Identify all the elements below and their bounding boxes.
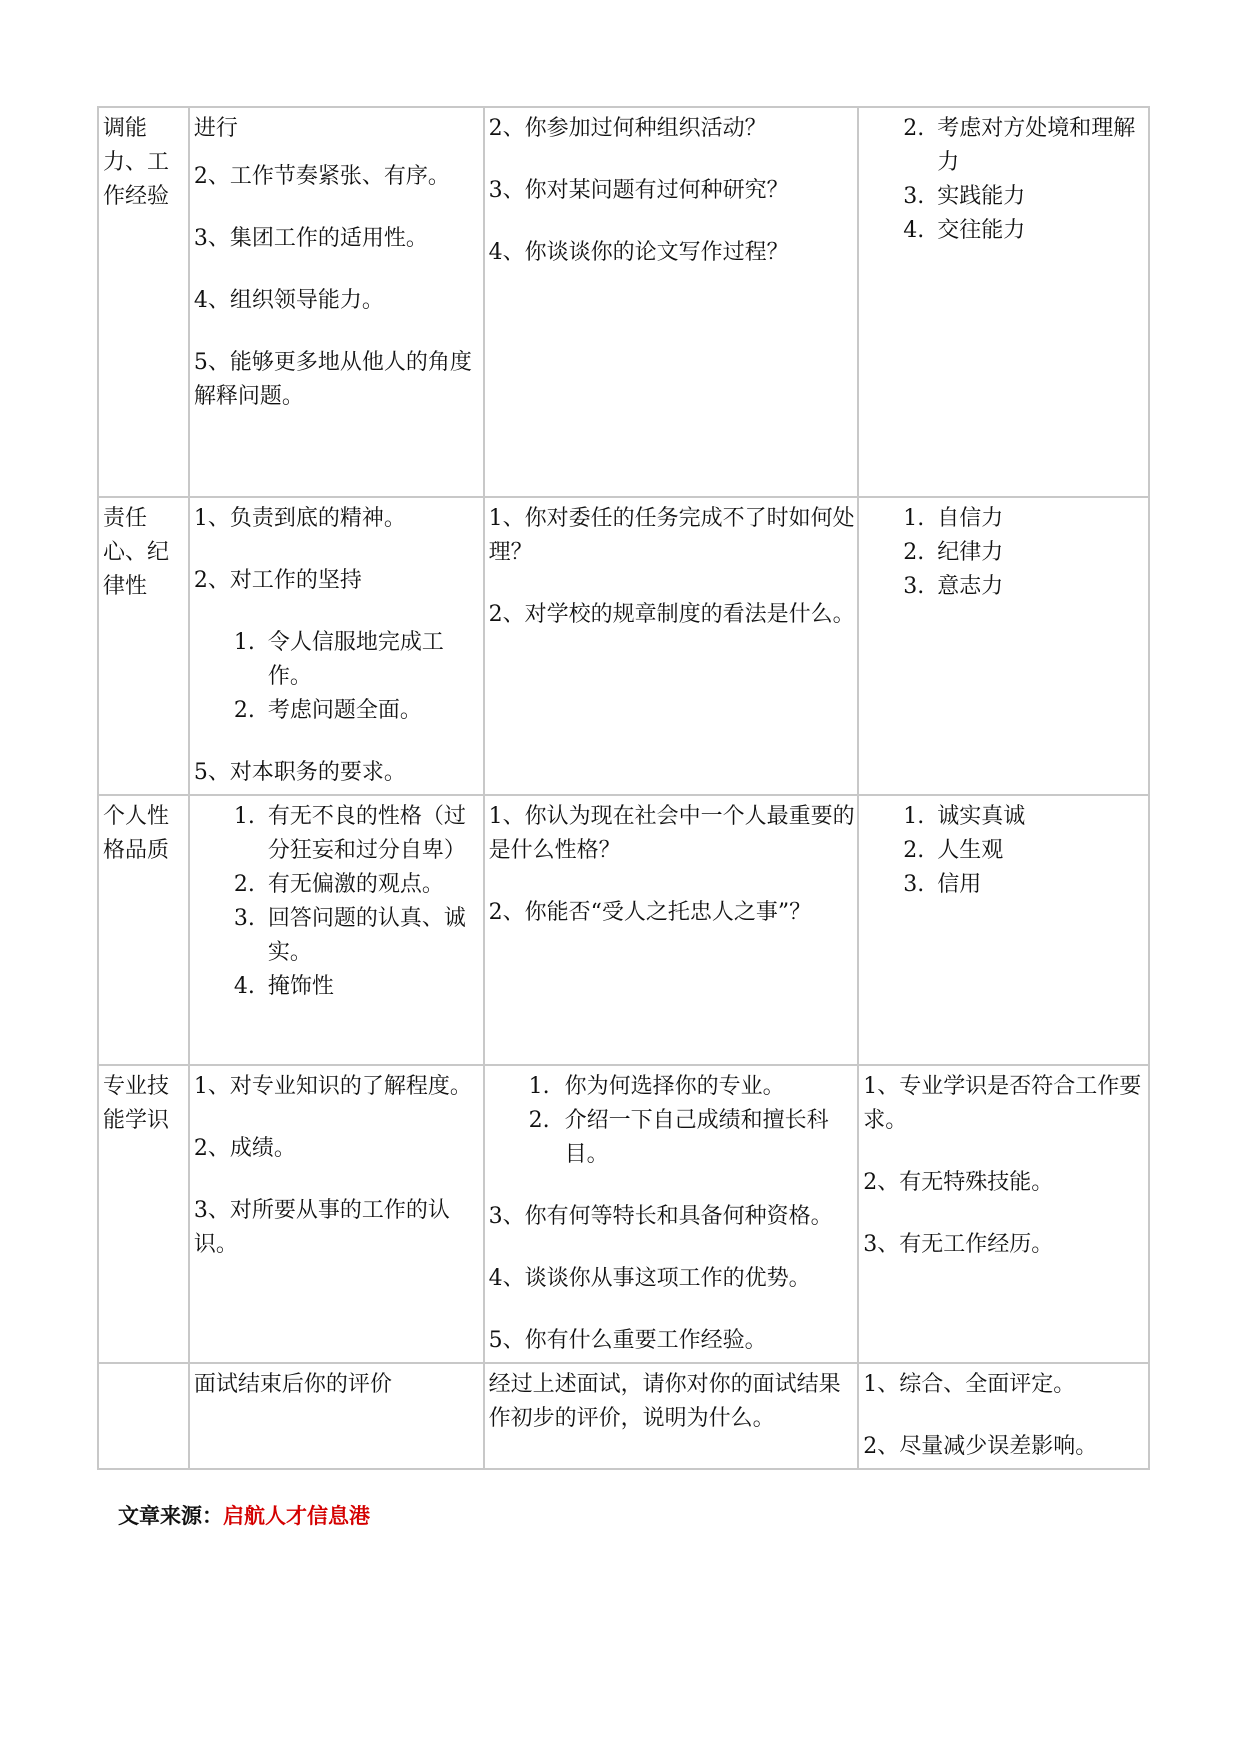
row-header-cell [98,107,189,497]
question-item: 1、你认为现在社会中一个人最重要的是什么性格？ [488,804,855,863]
criteria-item: 4、组织领导能力。 [193,288,384,313]
row-header: 个人性格品质 [103,804,170,863]
criteria-item: 面试结束后你的评价 [193,1372,392,1397]
criteria-list [194,800,481,1004]
criteria-cell [189,497,484,795]
criteria-item: 3、对所要从事的工作的认识。 [193,1198,450,1257]
row-header-cell [98,1065,189,1363]
question-list [489,1070,856,1172]
row-header: 责任心、纪律性 [103,506,170,599]
table-row-final-evaluation [98,1363,1149,1469]
criteria-item: 2、对工作的坚持 [193,568,362,593]
question-item: 2、对学校的规章制度的看法是什么。 [488,602,855,627]
list-item: 2. 有无偏激的观点。 [233,872,444,897]
question-cell [484,107,859,497]
table-row-ability-experience [98,107,1149,497]
question-item: 3、你有何等特长和具备何种资格。 [488,1204,833,1229]
list-item: 1. 诚实真诚 [903,804,1026,829]
question-item: 4、谈谈你从事这项工作的优势。 [488,1266,811,1291]
list-item: 2. 纪律力 [903,540,1004,565]
list-item: 2. 考虑对方处境和理解力 [903,116,1136,175]
question-cell [484,795,859,1065]
interview-table [97,106,1150,1470]
article-source [118,1500,370,1530]
evaluation-item: 2、尽量减少误差影响。 [863,1434,1098,1459]
list-item: 2. 介绍一下自己成绩和擅长科目。 [528,1108,829,1167]
evaluation-cell [858,795,1149,1065]
list-item: 1. 有无不良的性格（过分狂妄和过分自卑） [233,804,466,863]
criteria-sublist [194,626,481,728]
table-row-professional-skill [98,1065,1149,1363]
question-item: 3、你对某问题有过何种研究？ [488,178,789,203]
list-item: 4. 掩饰性 [233,974,334,999]
criteria-cell [189,1363,484,1469]
list-item: 3. 信用 [903,872,982,897]
criteria-item: 2、成绩。 [193,1136,296,1161]
criteria-cell [189,795,484,1065]
evaluation-item: 2、有无特殊技能。 [863,1170,1054,1195]
row-header-cell [98,795,189,1065]
evaluation-item: 1、综合、全面评定。 [863,1372,1076,1397]
question-item: 2、你参加过何种组织活动？ [488,116,767,141]
evaluation-cell [858,1363,1149,1469]
list-item: 3. 回答问题的认真、诚实。 [233,906,466,965]
table-row-responsibility [98,497,1149,795]
question-item: 5、你有什么重要工作经验。 [488,1328,767,1353]
evaluation-list [863,112,1146,248]
list-item: 2. 人生观 [903,838,1004,863]
table-row-personality [98,795,1149,1065]
list-item: 2. 考虑问题全面。 [233,698,422,723]
source-label: 文章来源： [118,1504,223,1528]
question-item: 经过上述面试，请你对你的面试结果作初步的评价，说明为什么。 [488,1372,841,1431]
list-item: 3. 意志力 [903,574,1004,599]
list-item: 4. 交往能力 [903,218,1026,243]
evaluation-list [863,502,1146,604]
question-cell [484,1065,859,1363]
evaluation-list [863,800,1146,902]
criteria-item: 进行 [193,116,238,141]
question-item: 2、你能否“受人之托忠人之事”？ [488,900,812,925]
criteria-item: 1、负责到底的精神。 [193,506,406,531]
question-item: 1、你对委任的任务完成不了时如何处理？ [488,506,855,565]
list-item: 1. 令人信服地完成工作。 [233,630,444,689]
criteria-item: 5、对本职务的要求。 [193,760,406,785]
criteria-item: 3、集团工作的适用性。 [193,226,428,251]
list-item: 3. 实践能力 [903,184,1026,209]
row-header-cell [98,497,189,795]
criteria-cell [189,1065,484,1363]
evaluation-cell [858,1065,1149,1363]
question-cell [484,497,859,795]
criteria-item: 2、工作节奏紧张、有序。 [193,164,450,189]
source-link[interactable]: 启航人才信息港 [223,1504,370,1528]
list-item: 1. 自信力 [903,506,1004,531]
evaluation-cell [858,497,1149,795]
criteria-item: 1、对专业知识的了解程度。 [193,1074,472,1099]
question-item: 4、你谈谈你的论文写作过程？ [488,240,789,265]
question-cell [484,1363,859,1469]
evaluation-item: 1、专业学识是否符合工作要求。 [863,1074,1142,1133]
criteria-cell [189,107,484,497]
evaluation-item: 3、有无工作经历。 [863,1232,1054,1257]
row-header-cell [98,1363,189,1469]
evaluation-cell [858,107,1149,497]
list-item: 1. 你为何选择你的专业。 [528,1074,785,1099]
criteria-item: 5、能够更多地从他人的角度解释问题。 [193,350,472,409]
row-header: 调能力、工作经验 [103,116,170,209]
row-header: 专业技能学识 [103,1074,170,1133]
